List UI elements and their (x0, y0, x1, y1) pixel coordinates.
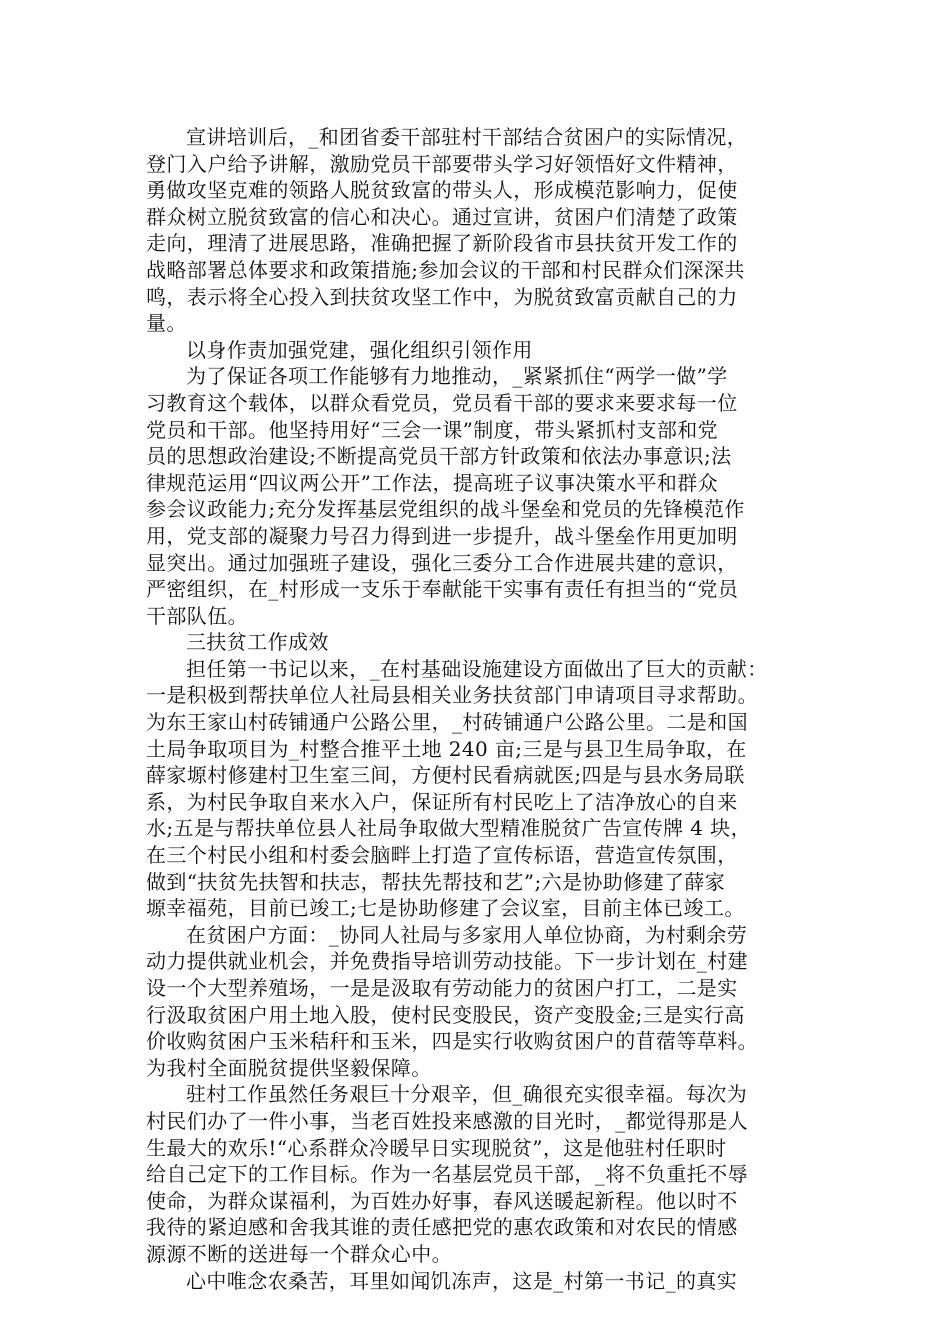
paragraph-closing: 心中唯念农桑苦，耳里如闻饥冻声，这是_村第一书记_的真实 (186, 1268, 738, 1293)
paragraph-party-building: 为了保证各项工作能够有力地推动，_紧紧抓住“两学一做”学 习教育这个载体，以群众看党员，党员看干部的要求来要求每一位 党员和干部。他坚持用好“三会一课”制度，带头紧抓村支部和党 员的思想政治建设;不断提高党员干部方针政策和依法办事意识;法 律规范运用“四议两公开”工作法，提高班子议事决策水平和群众 参会议政能力;充分发挥基层党组织的战斗堡垒和党员的先锋模范作 用，党支部的凝聚力号召力得到进一步提升，战斗堡垒作用更加明 显突出。通过加强班子建设，强化三委分工合作进展共建的意识， 严密组织，在_村形成一支乐于奉献能干实事有责任有担当的“党员 干部队伍。 (146, 364, 745, 628)
paragraph-poor-households: 在贫困户方面：_协同人社局与多家用人单位协商，为村剩余劳 动力提供就业机会，并免费指导培训劳动技能。下一步计划在_村建 设一个大型养殖场，一是是汲取有劳动能力的贫困户打工，二是实 行汲取贫困户用土地入股，使村民变股民，资产变股金;三是实行高 价收购贫困户玉米秸秆和玉米，四是实行收购贫困户的苜蓿等草料。 为我村全面脱贫提供坚毅保障。 (146, 922, 758, 1080)
paragraph-propaganda-training: 宣讲培训后，_和团省委干部驻村干部结合贫困户的实际情况， 登门入户给予讲解，激励党员干部要带头学习好领悟好文件精神， 勇做攻坚克难的领路人脱贫致富的带头人，形成模范影响力，促使 群众树立脱贫致富的信心和决心。通过宣讲，贫困户们清楚了政策 走向，理清了进展思路，准确把握了新阶段省市县扶贫开发工作的 战略部署总体要求和政策措施;参加会议的干部和村民群众们深深共 鸣，表示将全心投入到扶贫攻坚工作中，为脱贫致富贡献自己的力 量。 (146, 125, 748, 336)
document-body (146, 124, 804, 1294)
section-heading-poverty-results: 三扶贫工作成效 (186, 630, 329, 655)
section-heading-party-building: 以身作责加强党建，强化组织引领作用 (186, 337, 533, 362)
paragraph-infrastructure: 担任第一书记以来，_在村基础设施建设方面做出了巨大的贡献： 一是积极到帮扶单位人社局县相关业务扶贫部门申请项目寻求帮助。 为东王家山村砖铺通户公路公里，_村砖铺通户公路公里。二是和国 土局争取项目为_村整合推平土地 240 亩;三是与县卫生局争取，在 薛家塬村修建村卫生室三间，方便村民看病就医;四是与县水务局联 系，为村民争取自来水入户，保证所有村民吃上了洁净放心的自来 水;五是与帮扶单位县人社局争取做大型精准脱贫广告宣传牌 4 块， 在三个村民小组和村委会脑畔上打造了宣传标语，营造宣传氛围， 做到“扶贫先扶智和扶志，帮扶先帮技和艺”;六是协助修建了薛家 塬幸福苑，目前已竣工;七是协助修建了会议室，目前主体已竣工。 (146, 656, 768, 921)
paragraph-village-work: 驻村工作虽然任务艰巨十分艰辛，但_确很充实很幸福。每次为 村民们办了一件小事，当老百姓投来感激的目光时，_都觉得那是人 生最大的欢乐!“心系群众冷暖早日实现脱贫”，这是他驻村任职时 给自己定下的工作目标。作为一名基层党员干部，_将不负重托不辱 使命，为群众谋福利，为百姓办好事，春风送暖起新程。他以时不 我待的紧迫感和舍我其谁的责任感把党的惠农政策和对农民的情感 源源不断的送进每一个群众心中。 (146, 1082, 748, 1266)
